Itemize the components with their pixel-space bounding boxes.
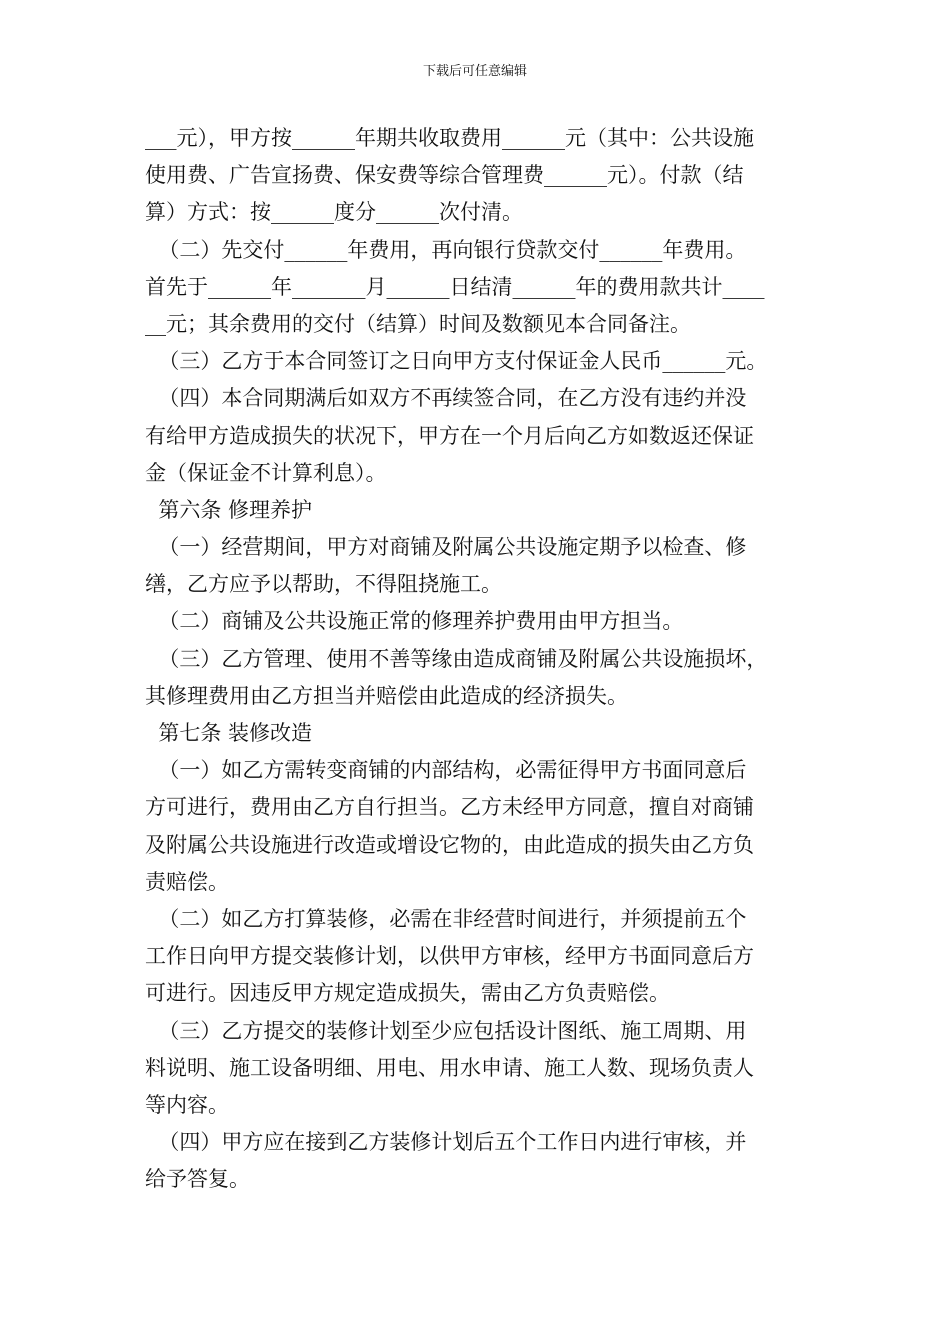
text-line: （三）乙方管理、使用不善等缘由造成商铺及附属公共设施损坏， xyxy=(145,646,768,671)
text-line: 责赔偿。 xyxy=(145,869,229,894)
text-line: 及附属公共设施进行改造或增设它物的，由此造成的损失由乙方负 xyxy=(145,832,754,857)
text-line: 料说明、施工设备明细、用电、用水申请、施工人数、现场负责人 xyxy=(145,1055,754,1080)
text-line: （一）经营期间，甲方对商铺及附属公共设施定期予以检查、修 xyxy=(145,535,747,560)
text-line: （二）如乙方打算装修，必需在非经营时间进行，并须提前五个 xyxy=(145,906,747,931)
text-line: （四）甲方应在接到乙方装修计划后五个工作日内进行审核，并 xyxy=(145,1130,747,1155)
text-line: 方可进行，费用由乙方自行担当。乙方未经甲方同意，擅自对商铺 xyxy=(145,795,754,820)
text-line: （二）商铺及公共设施正常的修理养护费用由甲方担当。 xyxy=(145,609,684,634)
text-line: 其修理费用由乙方担当并赔偿由此造成的经济损失。 xyxy=(145,683,628,708)
text-line: 缮，乙方应予以帮助，不得阻挠施工。 xyxy=(145,572,502,597)
text-line: （三）乙方提交的装修计划至少应包括设计图纸、施工周期、用 xyxy=(145,1018,747,1043)
document-body xyxy=(145,120,807,1198)
section-heading: 第六条 修理养护 xyxy=(145,497,313,522)
text-line: （二）先交付______年费用，再向银行贷款交付______年费用。 xyxy=(145,237,747,262)
text-line: （三）乙方于本合同签订之日向甲方支付保证金人民币______元。 xyxy=(145,349,768,374)
text-line: 算）方式：按______度分______次付清。 xyxy=(145,200,523,225)
text-line: __元；其余费用的交付（结算）时间及数额见本合同备注。 xyxy=(145,311,691,336)
text-line: 给予答复。 xyxy=(145,1167,250,1192)
text-line: 等内容。 xyxy=(145,1092,229,1117)
text-line: 有给甲方造成损失的状况下，甲方在一个月后向乙方如数返还保证 xyxy=(145,423,754,448)
text-line: ___元），甲方按______年期共收取费用______元（其中：公共设施 xyxy=(145,126,754,150)
text-line: 可进行。因违反甲方规定造成损失，需由乙方负责赔偿。 xyxy=(145,981,670,1006)
text-line: （一）如乙方需转变商铺的内部结构，必需征得甲方书面同意后 xyxy=(145,758,747,783)
text-line: 工作日向甲方提交装修计划，以供甲方审核，经甲方书面同意后方 xyxy=(145,944,754,969)
text-line: 使用费、广告宣扬费、保安费等综合管理费______元）。付款（结 xyxy=(145,163,744,188)
text-line: 金（保证金不计算利息）。 xyxy=(145,460,387,485)
text-line: （四）本合同期满后如双方不再续签合同，在乙方没有违约并没 xyxy=(145,386,747,411)
section-heading: 第七条 装修改造 xyxy=(145,721,313,745)
page-header: 下载后可任意编辑 xyxy=(422,64,527,79)
text-line: 首先于______年_______月______日结清______年的费用款共计____ xyxy=(145,274,765,299)
